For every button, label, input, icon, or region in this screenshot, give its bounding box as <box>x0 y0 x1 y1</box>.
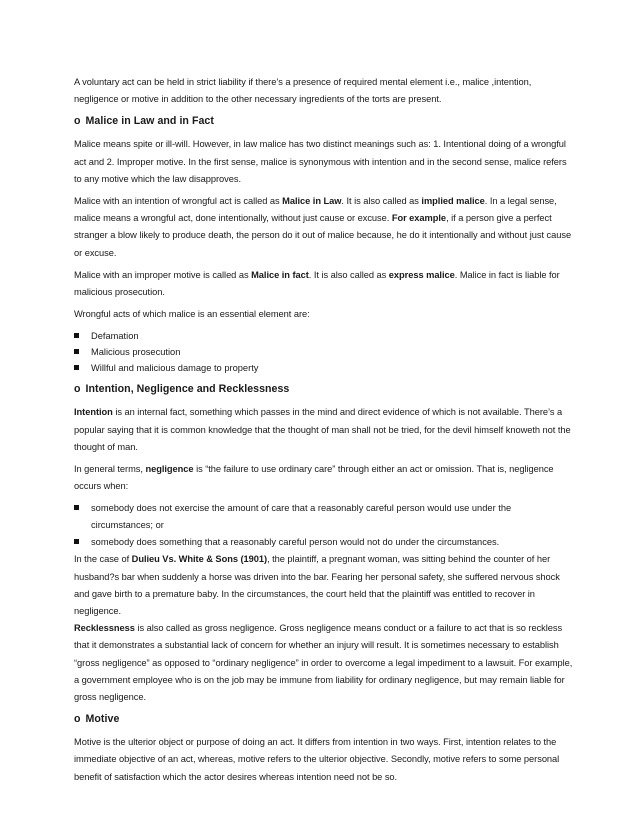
bold-term: implied malice <box>421 196 485 207</box>
list-item <box>74 500 574 534</box>
malice-in-law-paragraph <box>74 193 574 262</box>
text-run: . It is also called as <box>308 269 389 280</box>
bold-term: Intention <box>74 407 113 418</box>
text-run: In general terms, <box>74 464 146 475</box>
negligence-paragraph <box>74 461 574 495</box>
document-page <box>74 74 574 786</box>
heading-bullet: o <box>74 713 81 726</box>
text-run: is “the failure to use ordinary care” through either an act or omission. That is, negligence occurs when: <box>74 464 554 492</box>
heading-motive <box>74 711 574 728</box>
bold-term: For example <box>391 213 447 224</box>
heading-intention-text: Intention, Negligence and Recklessness <box>85 383 290 396</box>
heading-bullet: o <box>74 383 81 396</box>
bold-term: Recklessness <box>74 623 135 634</box>
text-run: . In a legal sense, malice means a wrongful act, done intentionally, without just cause or excuse. <box>74 196 557 224</box>
case-paragraph <box>74 551 574 620</box>
bold-term: negligence <box>145 464 194 475</box>
text-run: is an internal fact, something which passes in the mind and direct evidence of which is not available. There’s a popular saying that it is common knowledge that the thought of man shall not be tried, for the devil himself knoweth not the thought of man. <box>74 407 571 452</box>
list-item <box>74 344 574 360</box>
list-item-text: Willful and malicious damage to property <box>91 363 259 374</box>
text-run: . Malice in fact is liable for malicious prosecution. <box>74 269 560 298</box>
text-run: , the plaintiff, a pregnant woman, was sitting behind the counter of her husband?s bar when suddenly a horse was driven into the bar. Fearing her personal safety, she suffered nervous shock and gave birth to a premature baby. In the circumstances, the court held that the plaintiff was entitled to recover in negligence. <box>74 554 560 617</box>
text-run: Malice with an improper motive is called as <box>74 269 252 280</box>
heading-motive-text: Motive <box>85 713 120 726</box>
bold-term: express malice <box>388 269 455 280</box>
text-run: is also called as gross negligence. Gross negligence means conduct or a failure to act that is so reckless that it demonstrates a substantial lack of concern for whether an injury will result. It is sometimes necessary to establish “gross negligence” as opposed to “ordinary negligence” in order to overcome a legal impediment to a lawsuit. For example, a government employee who is on the job may be immune from liability for ordinary negligence, but may remain liable for gross negligence. <box>74 623 573 703</box>
text-run: . It is also called as <box>341 196 422 207</box>
text-run: In the case of <box>74 554 132 565</box>
intention-paragraph <box>74 404 574 456</box>
intro-paragraph: A voluntary act can be held in strict liability if there’s a presence of required mental element i.e., malice ,intention, negligence or motive in addition to the other necessary ingredients of the torts are present. <box>74 77 532 105</box>
list-item-text: somebody does something that a reasonably careful person would not do under the circumstances. <box>91 537 500 548</box>
bold-term: Malice in fact <box>251 269 309 280</box>
text-run: , if a person give a perfect stranger a blow likely to produce death, the person do it out of malice because, he do it intentionally and without just cause or excuse. <box>74 213 572 258</box>
square-bullet-icon <box>74 539 79 544</box>
list-item <box>74 534 574 551</box>
list-item <box>74 328 574 344</box>
malice-in-fact-paragraph <box>74 267 574 301</box>
recklessness-paragraph <box>74 620 574 706</box>
square-bullet-icon <box>74 365 79 370</box>
list-item <box>74 360 574 376</box>
heading-intention <box>74 381 574 398</box>
list-item-text: somebody does not exercise the amount of care that a reasonably careful person would use under the circumstances; or <box>91 503 512 531</box>
heading-malice <box>74 113 574 130</box>
motive-paragraph: Motive is the ulterior object or purpose of doing an act. It differs from intention in two ways. First, intention relates to the immediate objective of an act, whereas, motive refers to the ulterior objective. Secondly, motive refers to some personal benefit of satisfaction which the actor desires whereas intention need not be so. <box>74 737 560 782</box>
negligence-list <box>74 500 574 551</box>
square-bullet-icon <box>74 349 79 354</box>
square-bullet-icon <box>74 505 79 510</box>
bold-term: Malice in Law <box>282 196 342 207</box>
wrongful-acts-paragraph: Wrongful acts of which malice is an essential element are: <box>74 309 310 320</box>
malice-definition-paragraph: Malice means spite or ill-will. However, in law malice has two distinct meanings such as: 1. Intentional doing of a wrongful act and 2. Improper motive. In the first sense, malice is synonymous with intention and in the second sense, malice refers to any motive which the law disapproves. <box>74 139 567 184</box>
text-run: Malice with an intention of wrongful act is called as <box>74 196 283 207</box>
list-item-text: Malicious prosecution <box>91 347 181 358</box>
heading-malice-text: Malice in Law and in Fact <box>85 115 214 128</box>
list-item-text: Defamation <box>91 331 139 342</box>
square-bullet-icon <box>74 333 79 338</box>
bold-term: Dulieu Vs. White & Sons (1901) <box>131 554 268 565</box>
heading-bullet: o <box>74 115 81 128</box>
wrongful-acts-list <box>74 328 574 376</box>
